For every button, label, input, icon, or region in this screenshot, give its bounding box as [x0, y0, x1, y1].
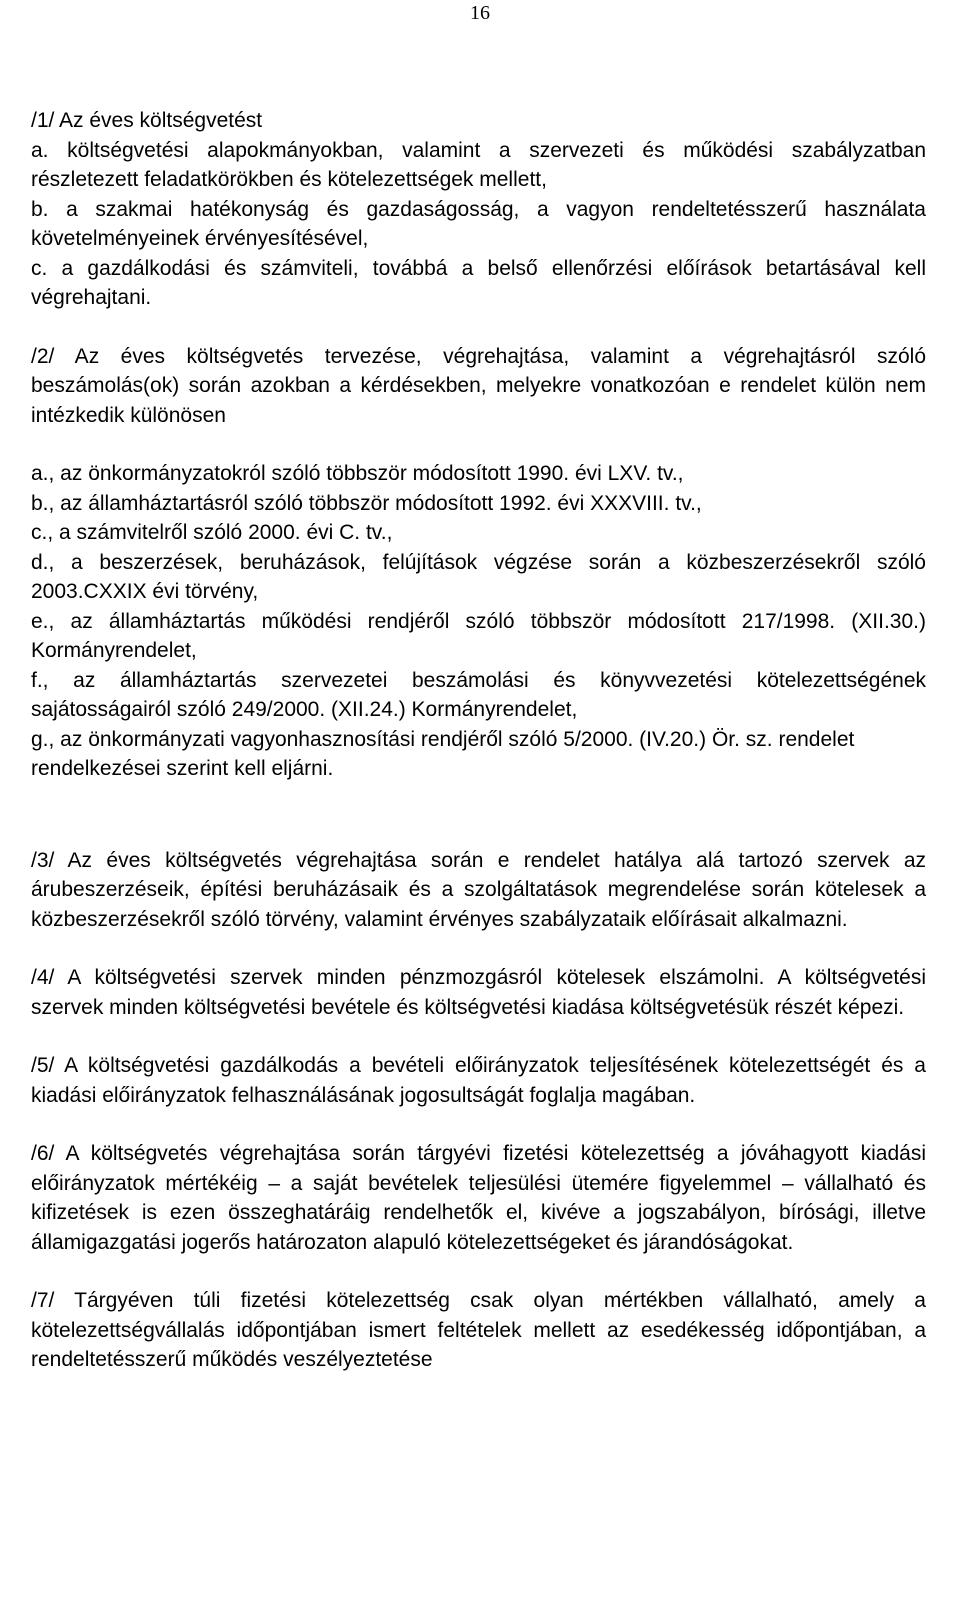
section-2-item-a: a., az önkormányzatokról szóló többször módosított 1990. évi LXV. tv.,	[31, 462, 684, 485]
section-1-item-b: b. a szakmai hatékonyság és gazdaságosság, a vagyon rendeltetésszerű használata követelményeinek érvényesítésével,	[31, 197, 926, 250]
section-2-item-b: b., az államháztartásról szóló többször módosított 1992. évi XXXVIII. tv.,	[31, 491, 702, 515]
section-3: /3/ Az éves költségvetés végrehajtása során e rendelet hatálya alá tartozó szervek az árubeszerzéseik, építési beruházásaik és a szolgáltatások megrendelése során kötelesek a közbeszerzésekről szóló törvény, valamint érvényes szabályzataik előírásait alkalmazni.	[31, 848, 926, 931]
section-1	[31, 106, 926, 313]
section-2-closing: rendelkezései szerint kell eljárni.	[31, 757, 334, 780]
section-2-item-e: e., az államháztartás működési rendjéről szóló többször módosított 217/1998. (XII.30.) Kormányrendelet,	[31, 609, 926, 662]
section-7: /7/ Tárgyéven túli fizetési kötelezettség csak olyan mértékben vállalható, amely a kötelezettségvállalás időpontjában ismert feltételek mellett az esedékesség időpontjában, a rendeltetésszerű működés veszélyeztetése	[31, 1289, 926, 1371]
page-number: 16	[470, 2, 490, 24]
section-2-item-g: g., az önkormányzati vagyonhasznosítási rendjéről szóló 5/2000. (IV.20.) Ör. sz. rendelet	[31, 727, 855, 751]
section-2	[31, 342, 926, 784]
section-4: /4/ A költségvetési szervek minden pénzmozgásról kötelesek elszámolni. A költségvetési szervek minden költségvetési bevétele és költségvetési kiadása költségvetésük részét képezi.	[31, 966, 926, 1019]
section-1-item-a: a. költségvetési alapokmányokban, valamint a szervezeti és működési szabályzatban részletezett feladatkörökben és kötelezettségek mellett,	[31, 138, 926, 191]
section-1-intro: /1/ Az éves költségvetést	[31, 109, 263, 132]
section-5: /5/ A költségvetési gazdálkodás a bevételi előirányzatok teljesítésének kötelezettségét és a kiadási előirányzatok felhasználásának jogosultságát foglalja magában.	[31, 1054, 926, 1107]
section-2-intro: /2/ Az éves költségvetés tervezése, végrehajtása, valamint a végrehajtásról szóló beszámolás(ok) során azokban a kérdésekben, melyekre vonatkozóan e rendelet külön nem intézkedik különösen	[31, 344, 926, 427]
section-6: /6/ A költségvetés végrehajtása során tárgyévi fizetési kötelezettség a jóváhagyott kiadási előirányzatok mértékéig – a saját bevételek teljesülési ütemére figyelemmel – vállalható és kifizetések is ezen összeghatáráig rendelhetők el, kivéve a jogszabályon, bírósági, illetve államigazgatási jogerős határozaton alapuló kötelezettségeket és járandóságokat.	[31, 1142, 926, 1254]
document-body	[31, 106, 926, 1375]
section-2-item-c: c., a számvitelről szóló 2000. évi C. tv.,	[31, 521, 393, 544]
section-2-item-d: d., a beszerzések, beruházások, felújítások végzése során a közbeszerzésekről szóló 2003.CXXIX évi törvény,	[31, 550, 926, 603]
section-1-item-c: c. a gazdálkodási és számviteli, továbbá a belső ellenőrzési előírások betartásával kell végrehajtani.	[31, 256, 926, 309]
section-2-item-f: f., az államháztartás szervezetei beszámolási és könyvvezetési kötelezettségének sajátosságairól szóló 249/2000. (XII.24.) Kormányrendelet,	[31, 668, 926, 721]
